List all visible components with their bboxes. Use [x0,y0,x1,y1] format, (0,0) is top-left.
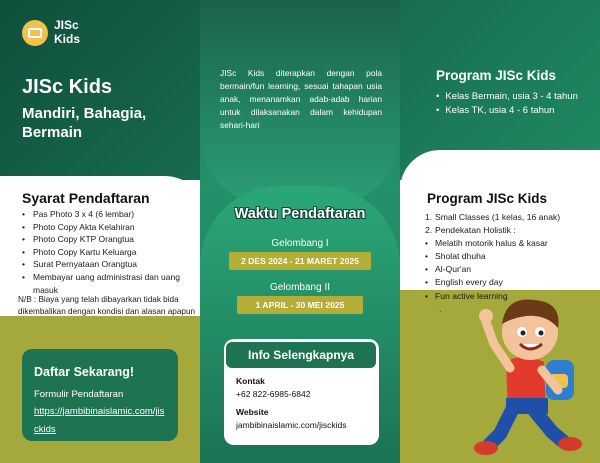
kontak-value[interactable]: +62 822-6985-6842 [236,389,311,399]
intro-paragraph: JISc Kids diterapkan dengan pola bermain/fun learning, sesuai tahapan usia anak, menanamkan adab-adab harian untuk dilaksanakan dalam kehidupan sehari-hari [220,68,382,130]
right-shoe [558,437,582,451]
left-leg [490,410,512,444]
program-right-bullet: • Melatih motorik halus & kasar [425,237,600,250]
logo-line-2: Kids [54,32,81,46]
right-pupil [539,331,544,336]
raised-hand [479,309,493,323]
left-pupil [521,331,526,336]
program-right-numbered-item: 1. Small Classes (1 kelas, 16 anak) [425,211,600,224]
program-top-item: • Kelas TK, usia 4 - 6 tahun [436,104,596,118]
program-right-bullet: • Al-Qur'an [425,263,600,276]
syarat-note: N/B : Biaya yang telah dibayarkan tidak bida dikembalikan dengan kondisi dan alasan apapun [18,295,196,316]
logo-line-1: JISc [54,18,79,32]
shorts [506,398,548,414]
gelombang-1-label: Gelombang I [271,238,329,249]
right-leg [534,410,564,442]
school-logo-icon [22,20,48,46]
waktu-title: Waktu Pendaftaran [234,206,366,222]
program-right-bullet: • Sholat dhuha [425,250,600,263]
daftar-card [22,349,178,441]
syarat-item: • Surat Pernyataan Orangtua [22,258,197,271]
left-shoe [474,441,498,455]
website-value[interactable]: jambibinaislamic.com/jisckids [236,420,347,430]
daftar-title: Daftar Sekarang! [34,365,135,379]
cartoon-boy-illustration [472,282,592,460]
gelombang-1-dates: 2 DES 2024 - 21 MARET 2025 [229,252,371,270]
syarat-item: • Photo Copy KTP Orangtua [22,233,197,246]
syarat-item: • Pas Photo 3 x 4 (6 lembar) [22,208,197,221]
kontak-label: Kontak [236,376,265,386]
program-right-bullet: • English every day [425,276,600,289]
info-title: Info Selengkapnya [226,342,376,368]
registration-link[interactable]: https://jambibinaislamic.com/jisckids [34,406,165,435]
website-label: Website [236,407,269,417]
program-top-title: Program JISc Kids [436,68,557,83]
gelombang-2-label: Gelombang II [269,282,331,293]
syarat-item: • Membayar uang administrasi dan uang masuk [22,271,197,296]
program-right-bullet: • Fun active learning [425,290,600,303]
syarat-item: • Photo Copy Kartu Keluarga [22,246,197,259]
syarat-list [22,208,197,296]
program-top-item: • Kelas Bermain, usia 3 - 4 tahun [436,90,596,104]
hero-title: JISc Kids [22,76,113,98]
hero-subtitle: Mandiri, Bahagia, Bermain [22,105,147,141]
right-panel-curve [400,150,600,190]
logo-text [54,18,94,46]
gelombang-2-dates: 1 APRIL - 30 MEI 2025 [237,296,363,314]
syarat-item: • Photo Copy Akta Kelahiran [22,221,197,234]
syarat-title: Syarat Pendaftaran [22,190,150,206]
program-right-numbered-item: 2. Pendekatan Holistik : [425,224,600,237]
program-right-trailing: . [439,303,442,314]
program-right-title: Program JISc Kids [427,191,548,206]
daftar-label: Formulir Pendaftaran [34,389,124,400]
program-top-list [436,90,596,118]
